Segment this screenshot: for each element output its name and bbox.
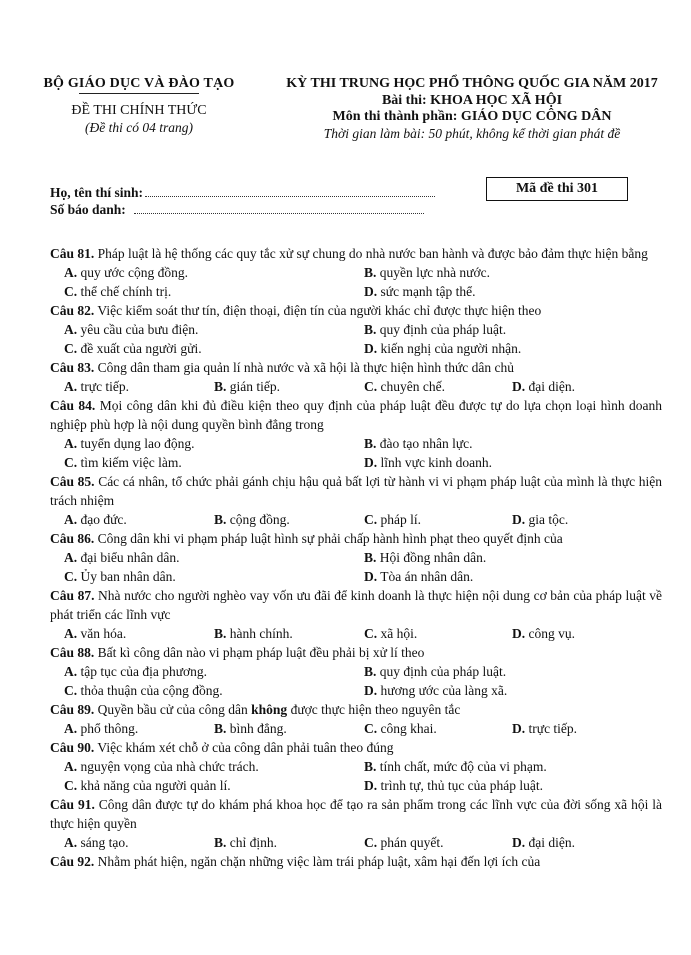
exam-title: KỲ THI TRUNG HỌC PHỔ THÔNG QUỐC GIA NĂM 2017 — [286, 76, 658, 91]
option-row — [50, 282, 662, 301]
option-d: D. trình tự, thủ tục của pháp luật. — [364, 778, 544, 793]
ministry-name: BỘ GIÁO DỤC VÀ ĐÀO TẠO — [43, 76, 235, 91]
official-label: ĐỀ THI CHÍNH THỨC — [71, 103, 207, 118]
header-right — [262, 76, 682, 142]
test-name: Bài thi: KHOA HỌC XÃ HỘI — [381, 93, 563, 108]
candidate-name-row — [50, 184, 435, 201]
option-b: B. quyền lực nhà nước. — [364, 265, 491, 280]
option-b: B. quy định của pháp luật. — [364, 664, 507, 679]
question-stem: Câu 90. Việc khám xét chỗ ở của công dân phải tuân theo đúng — [50, 740, 394, 755]
option-c: C. khả năng của người quản lí. — [64, 778, 231, 793]
option-row — [50, 377, 662, 396]
question-83 — [50, 358, 662, 396]
question-stem: Câu 91. Công dân được tự do khám phá khoa học để tạo ra sản phẩm trong các lĩnh vực của đời sống xã hội là thực hiện quyền — [50, 797, 663, 831]
option-b: B. quy định của pháp luật. — [364, 322, 507, 337]
page-count: (Đề thi có 04 trang) — [85, 120, 193, 135]
question-stem: Câu 92. Nhằm phát hiện, ngăn chặn những việc làm trái pháp luật, xâm hại đến lợi ích của — [50, 854, 541, 869]
option-a: A. đạo đức. — [64, 512, 127, 527]
option-c: C. công khai. — [364, 721, 437, 736]
question-82 — [50, 301, 662, 358]
option-row — [50, 510, 662, 529]
question-stem: Câu 82. Việc kiểm soát thư tín, điện thoại, điện tín của người khác chỉ được thực hiện theo — [50, 303, 542, 318]
option-row — [50, 662, 662, 681]
option-a: A. yêu cầu của bưu điện. — [64, 322, 199, 337]
option-row — [50, 567, 662, 586]
option-d: D. sức mạnh tập thể. — [364, 284, 476, 299]
option-b: B. chỉ định. — [214, 835, 278, 850]
option-row — [50, 757, 662, 776]
option-c: C. tìm kiếm việc làm. — [64, 455, 182, 470]
option-c: C. thỏa thuận của cộng đồng. — [64, 683, 223, 698]
candidate-id-row — [50, 201, 435, 218]
option-a: A. quy ước cộng đồng. — [64, 265, 188, 280]
ministry-underline — [79, 93, 199, 94]
question-stem: Câu 86. Công dân khi vi phạm pháp luật hình sự phải chấp hành hình phạt theo quyết định của — [50, 531, 563, 546]
option-c: C. thể chế chính trị. — [64, 284, 172, 299]
option-c: C. xã hội. — [364, 626, 418, 641]
question-88 — [50, 643, 662, 700]
option-d: D. kiến nghị của người nhận. — [364, 341, 522, 356]
option-c: C. Ủy ban nhân dân. — [64, 569, 176, 584]
question-87 — [50, 586, 662, 643]
option-c: C. phán quyết. — [364, 835, 444, 850]
candidate-id-dots — [134, 202, 424, 214]
option-a: A. tập tục của địa phương. — [64, 664, 208, 679]
option-a: A. nguyện vọng của nhà chức trách. — [64, 759, 259, 774]
candidate-name-label: Họ, tên thí sinh: — [50, 185, 144, 200]
question-89 — [50, 700, 662, 738]
question-85 — [50, 472, 662, 529]
option-b: B. đào tạo nhân lực. — [364, 436, 473, 451]
question-84 — [50, 396, 662, 472]
option-row — [50, 320, 662, 339]
option-d: D. gia tộc. — [512, 512, 569, 527]
option-a: A. văn hóa. — [64, 626, 127, 641]
subject-name: Môn thi thành phần: GIÁO DỤC CÔNG DÂN — [332, 109, 612, 124]
option-c: C. đề xuất của người gửi. — [64, 341, 202, 356]
question-92 — [50, 852, 662, 871]
candidate-id-label: Số báo danh: — [50, 202, 126, 217]
question-90 — [50, 738, 662, 795]
question-stem: Câu 87. Nhà nước cho người nghèo vay vốn ưu đãi để kinh doanh là thực hiện nội dung cơ bản của pháp luật về phát triển các lĩnh vực — [50, 588, 663, 622]
option-row — [50, 548, 662, 567]
option-b: B. tính chất, mức độ của vi phạm. — [364, 759, 547, 774]
question-list — [50, 244, 662, 871]
header-left — [24, 76, 254, 136]
option-row — [50, 719, 662, 738]
option-b: B. cộng đồng. — [214, 512, 290, 527]
time-limit: Thời gian làm bài: 50 phút, không kể thời gian phát đề — [323, 126, 621, 141]
option-row — [50, 833, 662, 852]
option-row — [50, 339, 662, 358]
option-b: B. gián tiếp. — [214, 379, 281, 394]
option-d: D. lĩnh vực kinh doanh. — [364, 455, 493, 470]
question-stem: Câu 89. Quyền bầu cử của công dân không được thực hiện theo nguyên tắc — [50, 702, 461, 717]
option-d: D. hương ước của làng xã. — [364, 683, 508, 698]
option-row — [50, 434, 662, 453]
option-a: A. trực tiếp. — [64, 379, 130, 394]
option-row — [50, 624, 662, 643]
question-stem: Câu 83. Công dân tham gia quản lí nhà nước và xã hội là thực hiện hình thức dân chủ — [50, 360, 515, 375]
option-c: C. pháp lí. — [364, 512, 421, 527]
option-d: D. đại diện. — [512, 835, 575, 850]
option-b: B. bình đẳng. — [214, 721, 287, 736]
option-b: B. hành chính. — [214, 626, 293, 641]
option-b: B. Hội đồng nhân dân. — [364, 550, 487, 565]
option-d: D. Tòa án nhân dân. — [364, 569, 474, 584]
candidate-name-dots — [145, 185, 435, 197]
question-86 — [50, 529, 662, 586]
option-d: D. đại diện. — [512, 379, 575, 394]
option-row — [50, 263, 662, 282]
option-row — [50, 776, 662, 795]
option-d: D. công vụ. — [512, 626, 575, 641]
question-81 — [50, 244, 662, 301]
option-d: D. trực tiếp. — [512, 721, 578, 736]
question-91 — [50, 795, 662, 852]
option-a: A. sáng tạo. — [64, 835, 129, 850]
emphasis-not: không — [251, 702, 288, 717]
option-a: A. tuyển dụng lao động. — [64, 436, 195, 451]
question-stem: Câu 85. Các cá nhân, tổ chức phải gánh chịu hậu quả bất lợi từ hành vi vi phạm pháp luật của mình là thực hiện trách nhiệm — [50, 474, 663, 508]
question-stem: Câu 88. Bất kì công dân nào vi phạm pháp luật đều phải bị xử lí theo — [50, 645, 425, 660]
question-stem: Câu 84. Mọi công dân khi đủ điều kiện theo quy định của pháp luật đều được tự do lựa chọn loại hình doanh nghiệp phù hợp là nội dung quyền bình đẳng trong — [50, 398, 663, 432]
exam-code-box: Mã đề thi 301 — [486, 177, 628, 201]
option-a: A. đại biểu nhân dân. — [64, 550, 180, 565]
question-stem: Câu 81. Pháp luật là hệ thống các quy tắc xử sự chung do nhà nước ban hành và được bảo đảm thực hiện bằng — [50, 246, 648, 261]
option-c: C. chuyên chế. — [364, 379, 445, 394]
option-row — [50, 681, 662, 700]
option-a: A. phổ thông. — [64, 721, 139, 736]
option-row — [50, 453, 662, 472]
candidate-info — [50, 184, 435, 218]
